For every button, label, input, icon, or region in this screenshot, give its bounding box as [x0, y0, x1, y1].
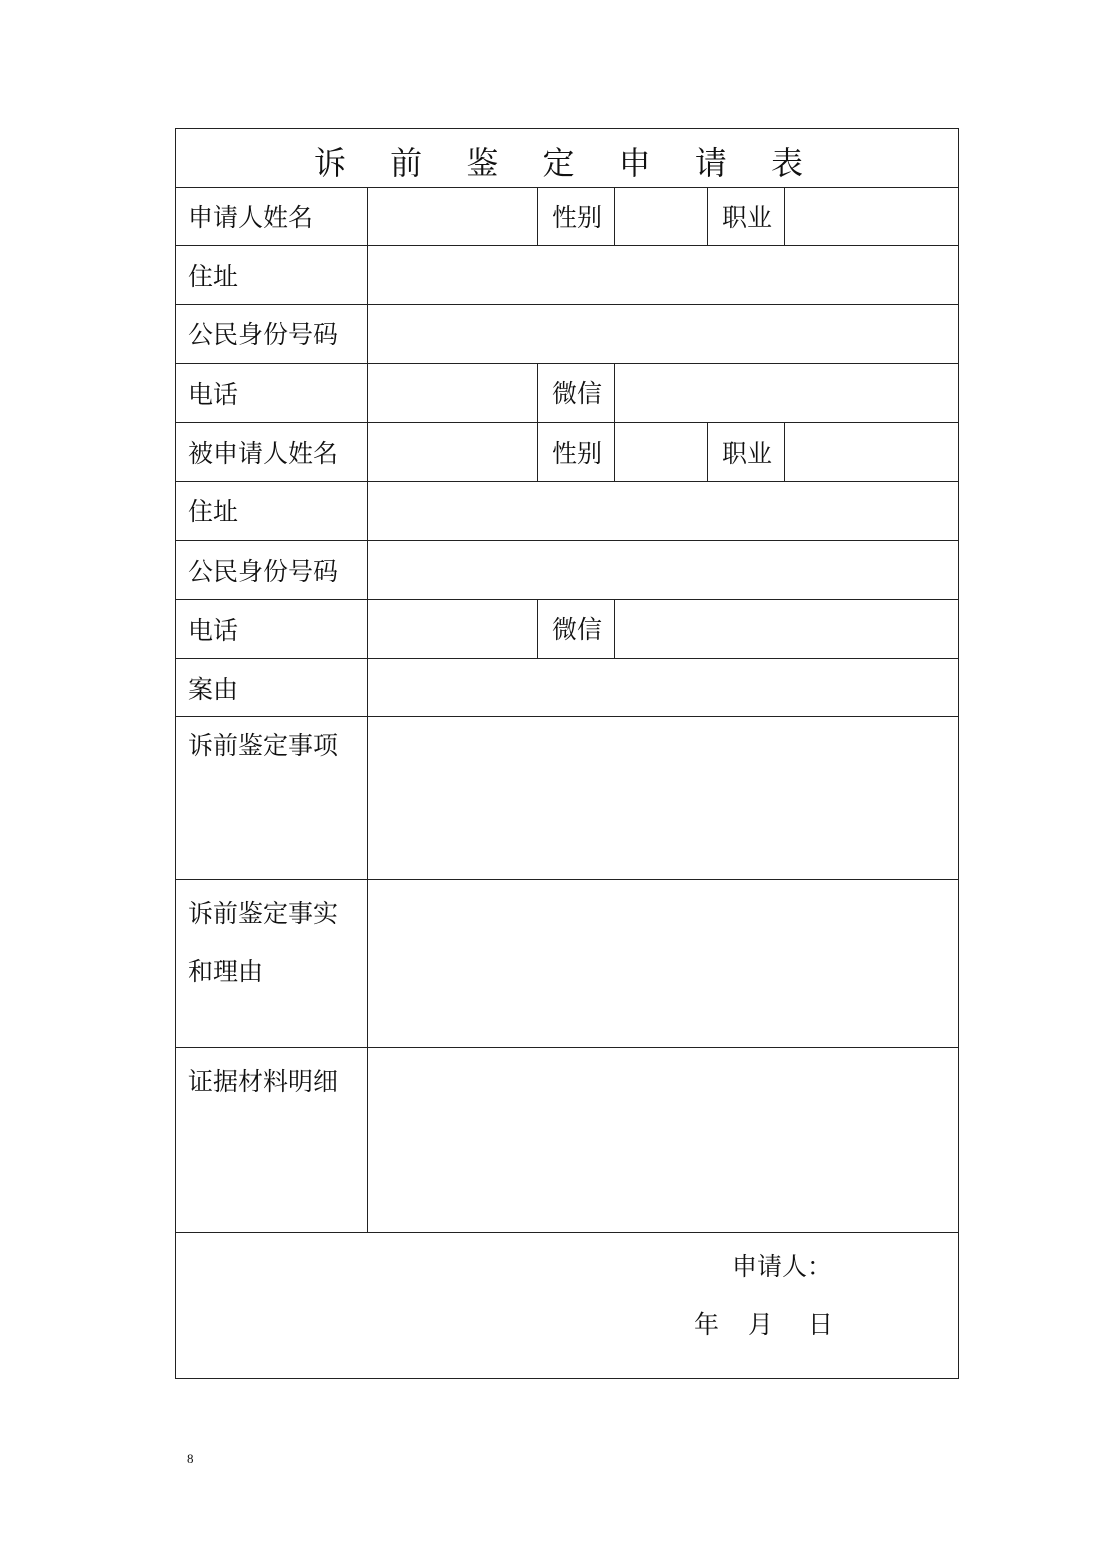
respondent-address-field[interactable]: [368, 482, 958, 540]
form-title: 诉 前 鉴 定 申 请 表: [313, 144, 821, 182]
respondent-address-label: 住址: [188, 497, 239, 526]
applicant-name-label: 申请人姓名: [188, 203, 314, 232]
matters-field[interactable]: [368, 717, 958, 879]
application-form-table: [175, 128, 959, 1379]
evidence-field[interactable]: [368, 1048, 958, 1232]
respondent-name-label: 被申请人姓名: [188, 439, 339, 468]
applicant-phone-label: 电话: [188, 380, 239, 409]
cause-field[interactable]: [368, 659, 958, 716]
applicant-address-field[interactable]: [368, 246, 958, 304]
respondent-wechat-label: 微信: [552, 615, 603, 644]
respondent-wechat-field[interactable]: [615, 600, 958, 658]
matters-label: 诉前鉴定事项: [188, 731, 339, 760]
applicant-occupation-label: 职业: [722, 203, 773, 232]
respondent-gender-field[interactable]: [615, 423, 707, 481]
respondent-name-field[interactable]: [368, 423, 537, 481]
signature-year-label: 年: [694, 1310, 720, 1339]
column-divider: [707, 187, 708, 245]
facts-field[interactable]: [368, 880, 958, 1047]
respondent-id-field[interactable]: [368, 541, 958, 599]
applicant-gender-label: 性别: [552, 203, 603, 232]
applicant-occupation-field[interactable]: [785, 188, 958, 245]
applicant-name-field[interactable]: [368, 188, 537, 245]
respondent-gender-label: 性别: [552, 439, 603, 468]
applicant-wechat-label: 微信: [552, 379, 603, 408]
cause-label: 案由: [188, 675, 239, 704]
respondent-id-label: 公民身份号码: [188, 557, 339, 586]
applicant-id-field[interactable]: [368, 305, 958, 363]
respondent-phone-field[interactable]: [368, 600, 537, 658]
applicant-phone-field[interactable]: [368, 364, 537, 422]
column-divider: [537, 363, 538, 481]
respondent-occupation-field[interactable]: [785, 423, 958, 481]
page-number: 8: [187, 1451, 194, 1466]
applicant-wechat-field[interactable]: [615, 364, 958, 422]
signature-month-label: 月: [748, 1310, 774, 1339]
facts-label-line1: 诉前鉴定事实: [188, 899, 339, 928]
applicant-id-label: 公民身份号码: [188, 320, 339, 349]
facts-label-line2: 和理由: [188, 957, 264, 986]
evidence-label: 证据材料明细: [188, 1067, 339, 1096]
column-divider: [537, 599, 538, 658]
applicant-address-label: 住址: [188, 262, 239, 291]
signature-day-label: 日: [808, 1310, 834, 1339]
applicant-signature-label: 申请人：: [732, 1252, 833, 1281]
respondent-occupation-label: 职业: [722, 439, 773, 468]
respondent-phone-label: 电话: [188, 616, 239, 645]
column-divider: [537, 187, 538, 245]
column-divider: [707, 422, 708, 481]
row-divider: [176, 1232, 958, 1233]
applicant-gender-field[interactable]: [615, 188, 707, 245]
